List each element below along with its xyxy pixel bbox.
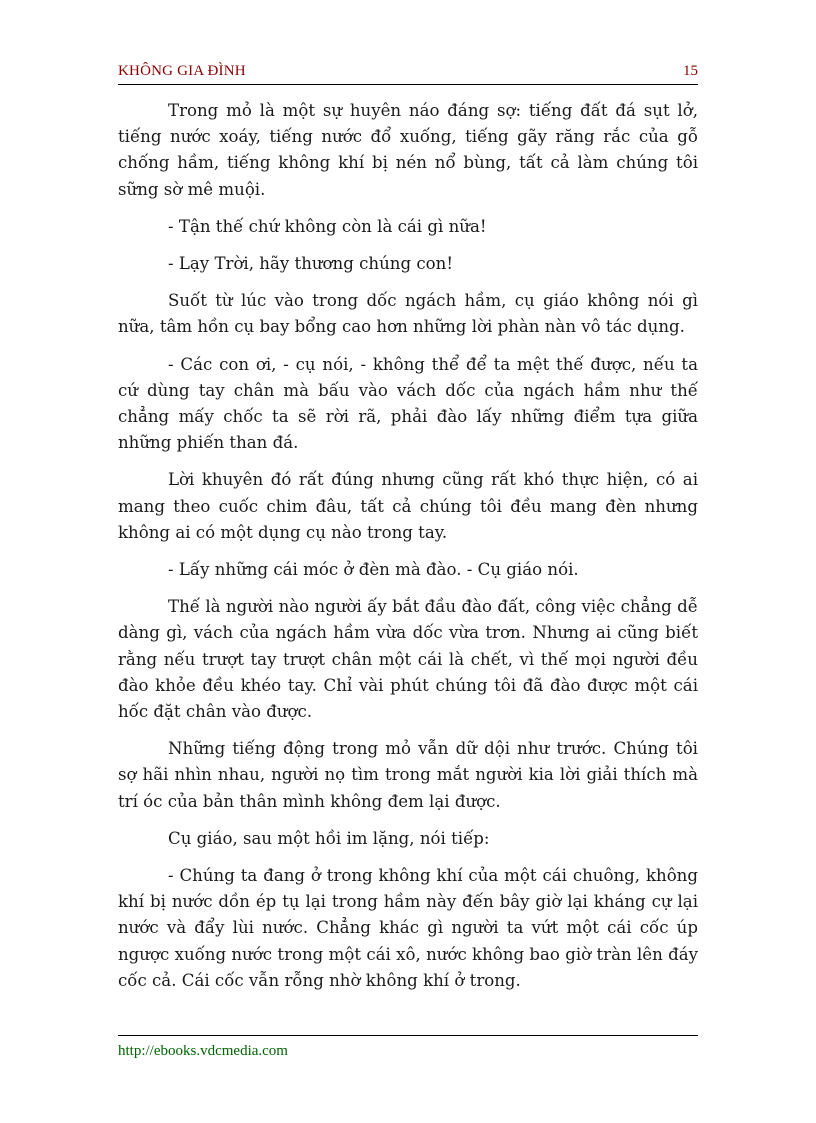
paragraph: - Tận thế chứ không còn là cái gì nữa! bbox=[168, 216, 487, 236]
paragraph: - Chúng ta đang ở trong không khí của một cái chuông, không khí bị nước dồn ép tụ lại trong hầm này đến bây giờ lại kháng cự lại nước và đẩy lùi nước. Chẳng khác gì người ta vứt một cái cốc úp ngược xuống nước trong một cái xô, nước không bao giờ tràn lên đáy cốc cả. Cái cốc vẫn rỗng nhờ không khí ở trong. bbox=[118, 866, 698, 990]
page-header bbox=[118, 63, 698, 83]
paragraph: Suốt từ lúc vào trong dốc ngách hầm, cụ giáo không nói gì nữa, tâm hồn cụ bay bổng cao hơn những lời phàn nàn vô tác dụng. bbox=[118, 291, 698, 337]
paragraph: - Lạy Trời, hãy thương chúng con! bbox=[168, 254, 454, 274]
paragraph: - Các con ơi, - cụ nói, - không thể để ta mệt thế được, nếu ta cứ dùng tay chân mà bấu vào vách dốc của ngách hầm như thế chẳng mấy chốc ta sẽ rời rã, phải đào lấy những điểm tựa giữa những phiến than đá. bbox=[118, 354, 698, 453]
paragraph: - Lấy những cái móc ở đèn mà đào. - Cụ giáo nói. bbox=[168, 560, 579, 580]
paragraph: Trong mỏ là một sự huyên náo đáng sợ: tiếng đất đá sụt lở, tiếng nước xoáy, tiếng nước đổ xuống, tiếng gãy răng rắc của gỗ chống hầm, tiếng không khí bị nén nổ bùng, tất cả làm chúng tôi sững sờ mê muội. bbox=[118, 101, 698, 199]
paragraph: Thế là người nào người ấy bắt đầu đào đất, công việc chẳng dễ dàng gì, vách của ngách hầm vừa dốc vừa trơn. Nhưng ai cũng biết rằng nếu trượt tay trượt chân một cái là chết, vì thế mọi người đều đào khỏe đều khéo tay. Chỉ vài phút chúng tôi đã đào được một cái hốc đặt chân vào được. bbox=[118, 597, 698, 722]
paragraph: Lời khuyên đó rất đúng nhưng cũng rất khó thực hiện, có ai mang theo cuốc chim đâu, tất cả chúng tôi đều mang đèn nhưng không ai có một dụng cụ nào trong tay. bbox=[118, 470, 698, 542]
footer-url[interactable]: http://ebooks.vdcmedia.com bbox=[118, 1043, 288, 1059]
page-number: 15 bbox=[683, 63, 698, 79]
paragraph: Những tiếng động trong mỏ vẫn dữ dội như trước. Chúng tôi sợ hãi nhìn nhau, người nọ tìm trong mắt người kia lời giải thích mà trí óc của bản thân mình không đem lại được. bbox=[118, 739, 698, 811]
header-divider bbox=[118, 84, 698, 85]
body-text bbox=[118, 98, 698, 1005]
book-title: KHÔNG GIA ĐÌNH bbox=[118, 63, 246, 79]
paragraph: Cụ giáo, sau một hồi im lặng, nói tiếp: bbox=[168, 828, 490, 848]
footer-divider bbox=[118, 1035, 698, 1036]
